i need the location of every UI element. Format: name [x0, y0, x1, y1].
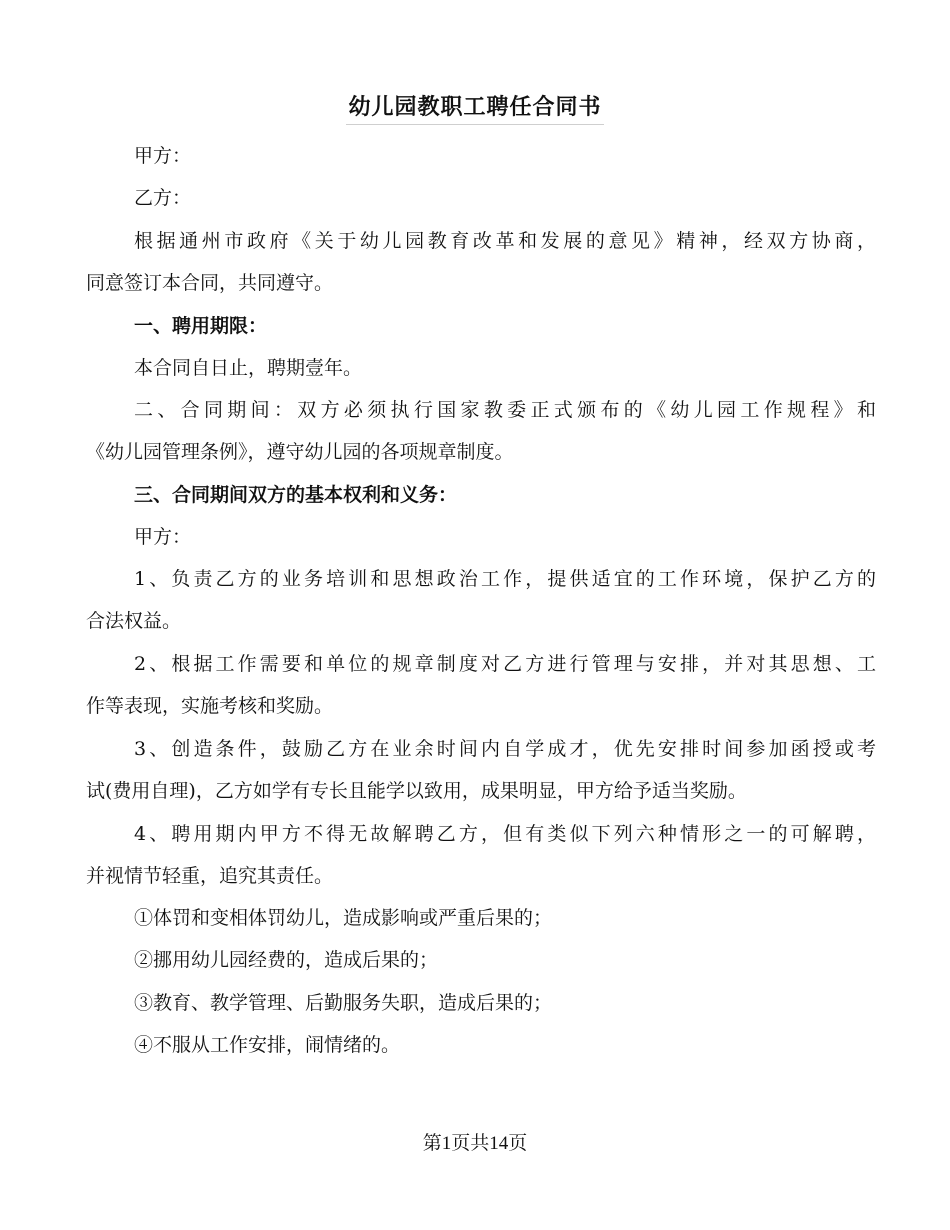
party-a-subheading: 甲方： — [134, 526, 192, 548]
page-footer: 第1页共14页 — [422, 1133, 528, 1154]
section-heading-rights: 三、合同期间双方的基本权利和义务： — [134, 484, 458, 506]
paragraph-intro-line-2: 同意签订本合同，共同遵守。 — [86, 272, 334, 294]
case-3: ③教育、教学管理、后勤服务失职，造成后果的； — [134, 992, 553, 1014]
page-title — [0, 88, 950, 125]
case-1: ①体罚和变相体罚幼儿，造成影响或严重后果的； — [134, 907, 553, 929]
party-b-label: 乙方： — [134, 187, 192, 209]
item-1-line-2: 合法权益。 — [86, 610, 182, 632]
item-2-line-1: 2、根据工作需要和单位的规章制度对乙方进行管理与安排，并对其思想、工 — [134, 653, 876, 675]
case-2: ②挪用幼儿园经费的，造成后果的； — [134, 949, 439, 971]
item-3-line-2: 试(费用自理)，乙方如学有专长且能学以致用，成果明显，甲方给予适当奖励。 — [86, 780, 747, 802]
item-4-line-1: 4、聘用期内甲方不得无故解聘乙方，但有类似下列六种情形之一的可解聘， — [134, 823, 876, 845]
section-heading-term: 一、聘用期限： — [134, 315, 268, 337]
paragraph-term: 本合同自日止，聘期壹年。 — [134, 357, 363, 379]
item-3-line-1: 3、创造条件，鼓励乙方在业余时间内自学成才，优先安排时间参加函授或考 — [134, 738, 876, 760]
case-4: ④不服从工作安排，闹情绪的。 — [134, 1034, 401, 1056]
paragraph-contract-period-line-1: 二、合同期间：双方必须执行国家教委正式颁布的《幼儿园工作规程》和 — [134, 399, 876, 421]
item-4-line-2: 并视情节轻重，追究其责任。 — [86, 865, 334, 887]
title-text: 幼儿园教职工聘任合同书 — [346, 88, 603, 125]
item-2-line-2: 作等表现，实施考核和奖励。 — [86, 695, 334, 717]
paragraph-contract-period-line-2: 《幼儿园管理条例》，遵守幼儿园的各项规章制度。 — [86, 441, 514, 463]
paragraph-intro-line-1: 根据通州市政府《关于幼儿园教育改革和发展的意见》精神，经双方协商， — [134, 230, 876, 252]
party-a-label: 甲方： — [134, 145, 192, 167]
item-1-line-1: 1、负责乙方的业务培训和思想政治工作，提供适宜的工作环境，保护乙方的 — [134, 568, 876, 590]
